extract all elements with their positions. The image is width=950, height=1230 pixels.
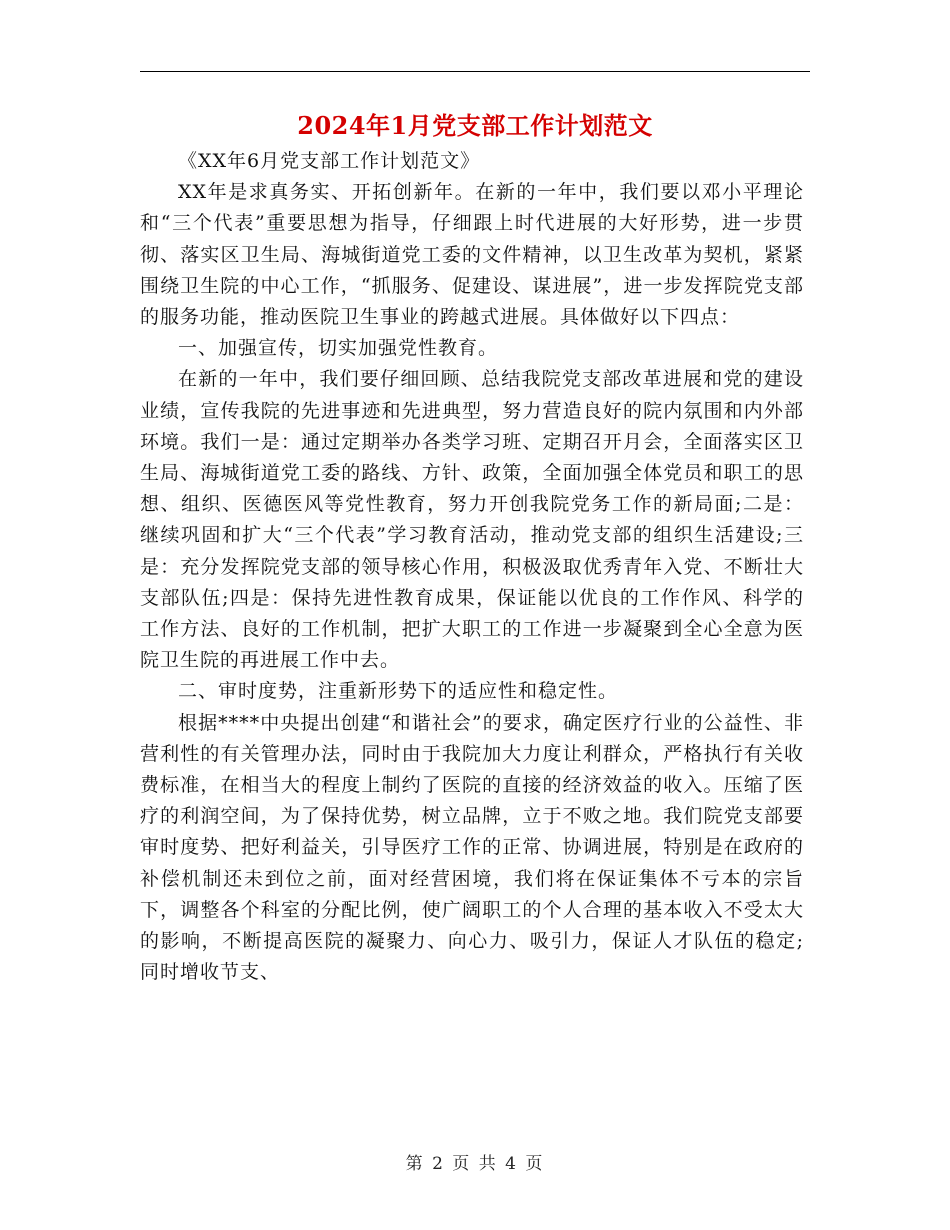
section-heading-2: 二、审时度势，注重新形势下的适应性和稳定性。 (178, 680, 619, 703)
header-rule (140, 71, 810, 72)
document-title: 2024年1月党支部工作计划范文 (297, 111, 653, 140)
page-number: 第 2 页 共 4 页 (405, 1154, 545, 1174)
paragraph-intro: XX年是求真务实、开拓创新年。在新的一年中，我们要以邓小平理论和“三个代表”重要思想为指导，仔细跟上时代进展的大好形势，进一步贯彻、落实区卫生局、海城街道党工委的文件精神，以卫生改革为契机，紧紧围绕卫生院的中心工作，“抓服务、促建设、谋进展”，进一步发挥院党支部的服务功能，推动医院卫生事业的跨越式进展。具体做好以下四点： (140, 181, 804, 329)
paragraph-section-1: 在新的一年中，我们要仔细回顾、总结我院党支部改革进展和党的建设业绩，宣传我院的先进事迹和先进典型，努力营造良好的院内氛围和内外部环境。我们一是：通过定期举办各类学习班、定期召开月会，全面落实区卫生局、海城街道党工委的路线、方针、政策，全面加强全体党员和职工的思想、组织、医德医风等党性教育，努力开创我院党务工作的新局面;二是：继续巩固和扩大“三个代表”学习教育活动，推动党支部的组织生活建设;三是：充分发挥院党支部的领导核心作用，积极汲取优秀青年入党、不断壮大支部队伍;四是：保持先进性教育成果，保证能以优良的工作作风、科学的工作方法、良好的工作机制，把扩大职工的工作进一步凝聚到全心全意为医院卫生院的再进展工作中去。 (140, 368, 804, 672)
paragraph-subtitle: 《XX年6月党支部工作计划范文》 (178, 150, 481, 172)
paragraph-section-2: 根据****中央提出创建“和谐社会”的要求，确定医疗行业的公益性、非营利性的有关管理办法，同时由于我院加大力度让利群众，严格执行有关收费标准，在相当大的程度上制约了医院的直接的经济效益的收入。压缩了医疗的利润空间，为了保持优势，树立品牌，立于不败之地。我们院党支部要审时度势、把好利益关，引导医疗工作的正常、协调进展，特别是在政府的补偿机制还未到位之前，面对经营困境，我们将在保证集体不亏本的宗旨下，调整各个科室的分配比例，使广阔职工的个人合理的基本收入不受太大的影响，不断提高医院的凝聚力、向心力、吸引力，保证人才队伍的稳定;同时增收节支、 (140, 711, 804, 984)
document-body (140, 146, 804, 988)
section-heading-1: 一、加强宣传，切实加强党性教育。 (178, 337, 499, 360)
